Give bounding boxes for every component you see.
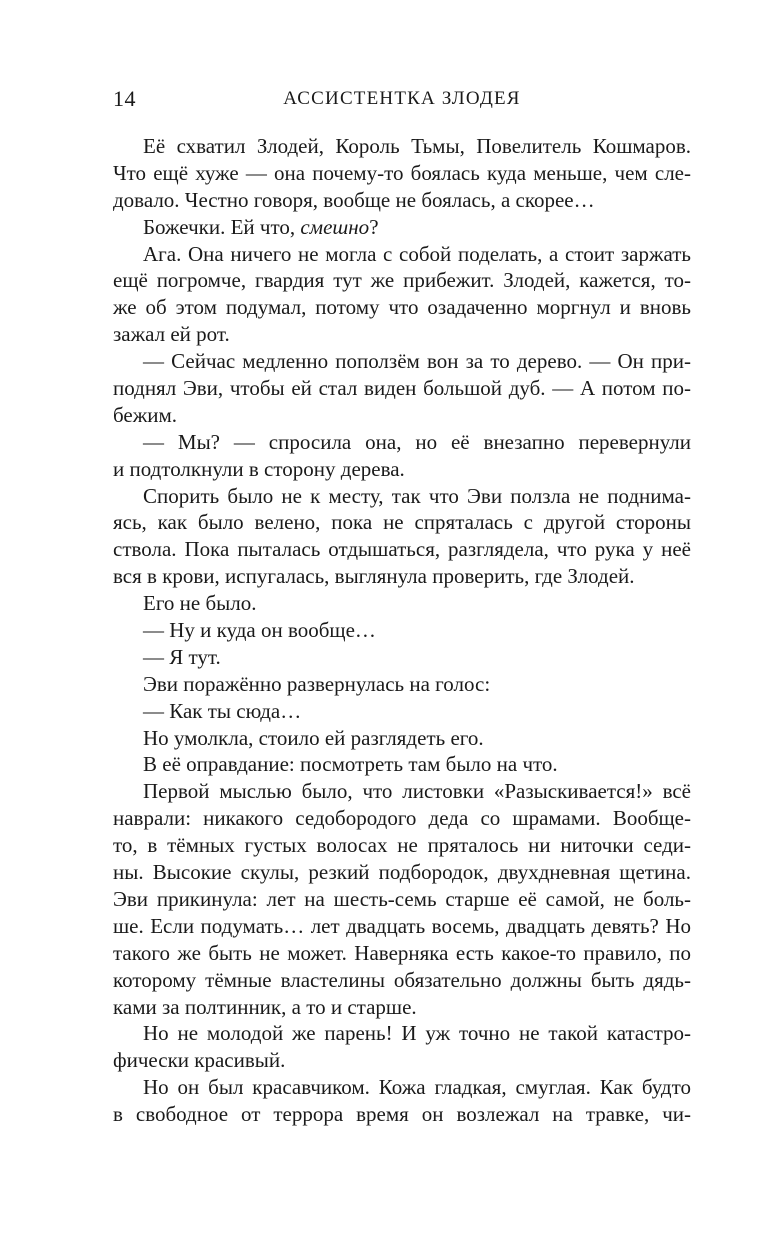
text-line: Её схватил Злодей, Король Тьмы, Повелитель Кошмаров. [143,134,691,158]
text-line: ны. Высокие скулы, резкий подбородок, двухдневная щетина. [113,860,691,885]
text-line: бежим. [113,402,178,427]
text-line: Ага. Она ничего не могла с собой поделать, а стоит заржать [143,241,691,266]
text-line: довало. Честно говоря, вообще не боялась, а скорее… [113,187,595,212]
text-line: Его не было. [143,591,257,616]
text-line: — Мы? — спросила она, но её внезапно перевернули [143,429,691,454]
text-line: Первой мыслью было, что листовки «Разыскивается!» всё [143,779,691,804]
text-line: же об этом подумал, потому что озадаченно моргнул и вновь [113,295,691,320]
text-line: зажал ей рот. [113,322,230,347]
text-line: ещё погромче, гвардия тут же прибежит. Злодей, кажется, то- [113,268,691,293]
running-title: АССИСТЕНТКА ЗЛОДЕЯ [283,88,521,109]
text-line: Эви поражённо развернулась на голос: [143,671,491,696]
text-line: — Как ты сюда… [143,698,302,723]
page-header [113,86,691,114]
text-line: Божечки. Ей что, смешно? [143,214,379,239]
text-line: Но не молодой же парень! И уж точно не такой катастро- [143,1021,691,1046]
text-line: Эви прикинула: лет на шесть-семь старше её самой, не боль- [113,886,691,911]
text-line: которому тёмные властелины обязательно должны быть дядь- [113,967,691,992]
text-line: ше. Если подумать… лет двадцать восемь, двадцать девять? Но [113,913,691,938]
text-line: Но умолкла, стоило ей разглядеть его. [143,725,484,750]
text-line: Спорить было не к месту, так что Эви ползла не поднима- [143,483,691,508]
text-line: поднял Эви, чтобы ей стал виден большой дуб. — А потом по- [113,376,691,401]
text-line: Но он был красавчиком. Кожа гладкая, смуглая. Как будто [143,1075,691,1100]
body-text [113,133,691,1128]
text-line: — Я тут. [143,644,221,669]
text-line: — Сейчас медленно поползём вон за то дерево. — Он при- [143,349,691,374]
text-line: вся в крови, испугалась, выглянула проверить, где Злодей. [113,564,635,589]
text-line: ствола. Пока пыталась отдышаться, разглядела, что рука у неё [113,537,691,562]
text-line: то, в тёмных густых волосах не пряталось ни ниточки седи- [113,833,691,858]
text-line: Что ещё хуже — она почему-то боялась куда меньше, чем сле- [113,160,691,185]
text-line: фически красивый. [113,1048,286,1073]
emphasis: смешно [300,214,370,239]
text-line: ясь, как было велено, пока не спряталась с другой стороны [113,510,691,535]
page-number: 14 [113,86,136,111]
text-line: В её оправдание: посмотреть там было на что. [143,752,558,777]
text-line: наврали: никакого седобородого деда со шрамами. Вообще- [113,806,691,831]
text-line: в свободное от террора время он возлежал на травке, чи- [113,1102,691,1127]
text-line: и подтолкнули в сторону дерева. [113,456,405,481]
text-line: такого же быть не может. Наверняка есть какое-то правило, по [113,940,691,965]
text-line: ками за полтинник, а то и старше. [113,994,417,1019]
text-line: — Ну и куда он вообще… [143,618,376,643]
